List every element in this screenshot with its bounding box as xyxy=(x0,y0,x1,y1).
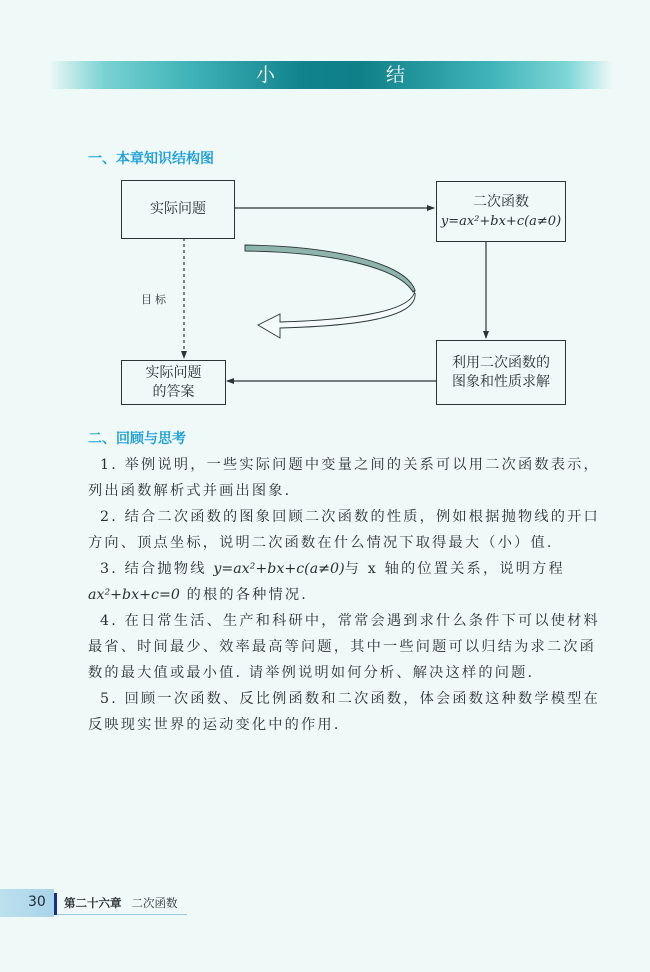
footer-underline xyxy=(57,914,187,915)
review-item-1 xyxy=(88,452,612,504)
page-title: 小 结 xyxy=(255,64,451,86)
review-item-5 xyxy=(88,686,612,738)
box-answer-line2: 的答案 xyxy=(152,383,195,400)
box-actual-problem xyxy=(121,180,235,239)
item-text: 结合抛物线 xyxy=(124,561,214,577)
review-item-3 xyxy=(88,556,612,608)
page-number: 30 xyxy=(28,894,46,910)
box-solve-with-function xyxy=(436,340,566,405)
review-item-2 xyxy=(88,504,612,556)
goal-label: 目标 xyxy=(141,293,169,306)
section-heading-structure: 一、本章知识结构图 xyxy=(88,151,214,167)
box-answer-line1: 实际问题 xyxy=(145,364,202,381)
item-text: 结合二次函数的图象回顾二次函数的性质，例如根据抛物线的开口方向、顶点坐标，说明二次函数在什么情况下取得最大（小）值. xyxy=(88,509,600,551)
item-number: 3. xyxy=(100,561,118,577)
item-number: 4. xyxy=(100,613,118,629)
box-function-title: 二次函数 xyxy=(473,193,529,210)
box-problem-answer xyxy=(121,360,226,405)
review-questions xyxy=(88,452,612,738)
formula-equation: ax²+bx+c=0 xyxy=(88,587,180,603)
box-function-formula: y=ax²+bx+c(a≠0) xyxy=(440,213,562,229)
item-number: 5. xyxy=(100,691,118,707)
section-heading-review: 二、回顾与思考 xyxy=(88,431,186,447)
item-number: 1. xyxy=(100,457,118,473)
formula-parabola: y=ax²+bx+c(a≠0) xyxy=(213,561,345,577)
item-text: 的根的各种情况. xyxy=(179,587,309,603)
box-quadratic-function xyxy=(436,181,566,242)
footer-chapter xyxy=(64,895,178,911)
chapter-name: 二次函数 xyxy=(131,896,178,910)
item-text: 在日常生活、生产和科研中，常常会遇到求什么条件下可以使材料最省、时间最少、效率最高等问题，其中一些问题可以归结为求二次函数的最大值或最小值. 请举例说明如何分析、解决这样的问题. xyxy=(88,613,600,681)
footer-divider xyxy=(54,893,57,915)
curved-arrow-head-icon xyxy=(258,290,415,338)
curved-arrow-icon xyxy=(245,245,415,292)
item-text: 举例说明，一些实际问题中变量之间的关系可以用二次函数表示，列出函数解析式并画出图象. xyxy=(88,457,600,499)
item-text: 与 x 轴的位置关系，说明方程 xyxy=(344,561,565,577)
item-text: 回顾一次函数、反比例函数和二次函数，体会函数这种数学模型在反映现实世界的运动变化中的作用. xyxy=(88,691,600,733)
item-number: 2. xyxy=(100,509,118,525)
review-item-4 xyxy=(88,608,612,686)
box-solve-line2: 图象和性质求解 xyxy=(452,373,550,390)
footer-band xyxy=(0,889,54,917)
chapter-label: 第二十六章 xyxy=(64,896,122,910)
box-solve-line1: 利用二次函数的 xyxy=(452,354,550,371)
box-actual-problem-label: 实际问题 xyxy=(150,201,206,217)
